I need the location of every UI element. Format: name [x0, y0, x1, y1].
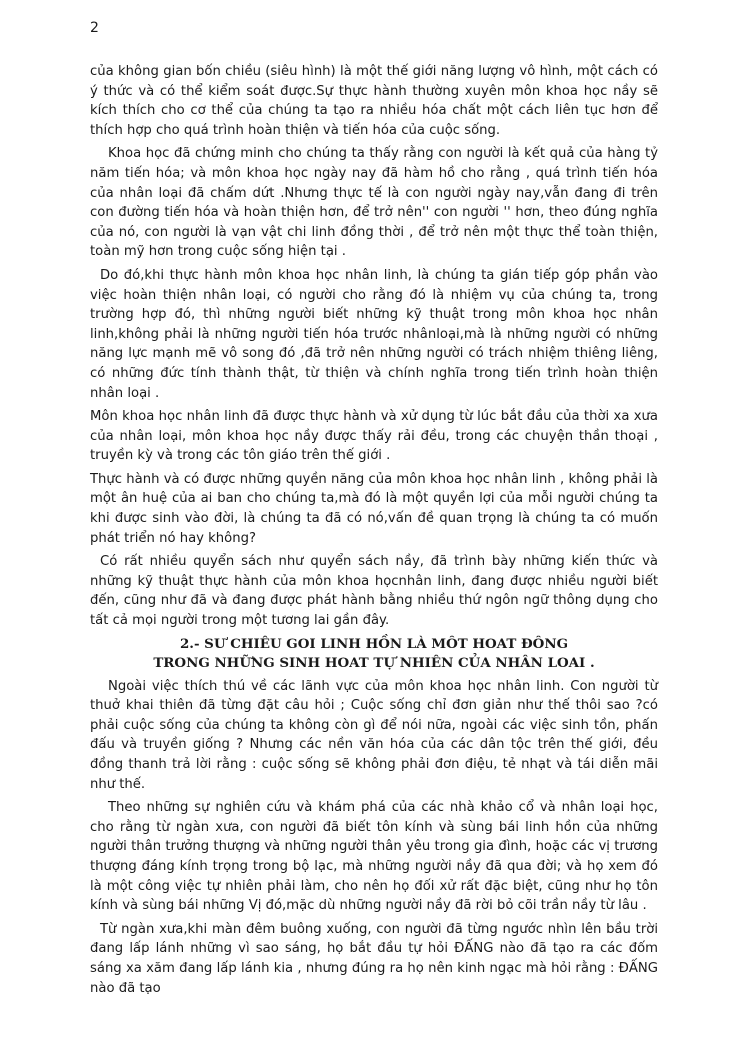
page-number: 2 [90, 20, 99, 36]
paragraph-6: Có rất nhiều quyển sách như quyển sách nầy, đã trình bày những kiến thức và những kỹ thuật thực hành của môn khoa họcnhân linh, đang được nhiều người biết đến, cũng như đã và đang được phát hành bằng nhiều thứ ngôn ngữ thông dụng cho tất cả mọi người trong một tương lai gần đây. [90, 554, 658, 629]
section-heading [90, 635, 658, 673]
paragraph-3: Do đó,khi thực hành môn khoa học nhân linh, là chúng ta gián tiếp góp phần vào việc hoàn thiện nhân loại, có người cho rằng đó là nhiệm vụ của chúng ta, trong trường hợp đó, thì những người biết những kỹ thuật trong môn khoa học nhân linh,không phải là những người tiến hóa trước nhânloại,mà là những người có những năng lực mạnh mẽ vô song đó ,đã trở nên những người có trách nhiệm thiêng liêng, có những đức tính thành thật, từ thiện và chính nghĩa trong tiến trình hoàn thiện nhân loại . [90, 267, 658, 401]
paragraph-7: Ngoài việc thích thú về các lãnh vực của môn khoa học nhân linh. Con người từ thuở khai thiên đã từng đặt câu hỏi ; Cuộc sống chỉ đơn giản như thế thôi sao ?có phải cuộc sống của chúng ta không còn gì để nói nữa, ngoài các việc sinh tồn, phấn đấu và truyền giống ? Nhưng các nền văn hóa của các dân tộc trên thế giới, đều đồng thanh trả lời rằng : cuộc sống sẽ không phải đơn điệu, tẻ nhạt và tái diễn mãi như thế. [90, 678, 658, 792]
paragraph-4: Môn khoa học nhân linh đã được thực hành và xử dụng từ lúc bắt đầu của thời xa xưa của nhân loại, môn khoa học nầy được thấy rải đều, trong các chuyện thần thoại , truyền kỳ và trong các tôn giáo trên thế giới . [90, 409, 658, 464]
paragraph-2: Khoa học đã chứng minh cho chúng ta thấy rằng con người là kết quả của hàng tỷ năm tiến hóa; và môn khoa học ngày nay đã hàm hồ cho rằng , quá trình tiến hóa của nhân loại đã chấm dứt .Nhưng thực tế là con người ngày nay,vẫn đang đi trên con đường tiến hóa và hoàn thiện hơn, để trở nên'' con người '' hơn, theo đúng nghĩa của nó, con người là vạn vật chi linh đồng thời , để trở nên một thực thể toàn thiện, toàn mỹ hơn trong cuộc sống hiện tại . [90, 146, 658, 260]
document-body [90, 62, 658, 1002]
section-heading-line-2: TRONG NHỮNG SINH HOAT TỰ NHIÊN CỦA NHÂN LOAI . [153, 654, 595, 671]
paragraph-1: của không gian bốn chiều (siêu hình) là một thế giới năng lượng vô hình, một cách có ý thức và có thể kiểm soát được.Sự thực hành thường xuyên môn khoa học nầy sẽ kích thích cho cơ thể của chúng ta tạo ra nhiều hóa chất một cách liên tục hơn để thích hợp cho quá trình hoàn thiện và tiến hóa của cuộc sống. [90, 64, 658, 138]
paragraph-8: Theo những sự nghiên cứu và khám phá của các nhà khảo cổ và nhân loại học, cho rằng từ ngàn xưa, con người đã biết tôn kính và sùng bái linh hồn của những người thân trưởng thượng và những người thân yêu trong gia đình, hoặc các vị trương thượng đáng kính trọng trong bộ lạc, mà những người nầy đã qua đời; và họ xem đó là một công việc tự nhiên phải làm, cho nên họ đối xử rất đặc biệt, cũng như họ tôn kính và sùng bái những Vị đó,mặc dù những người nầy đã rời bỏ cõi trần nầy từ lâu . [90, 800, 658, 914]
paragraph-9: Từ ngàn xưa,khi màn đêm buông xuống, con người đã từng ngước nhìn lên bầu trời đang lấp lánh những vì sao sáng, họ bắt đầu tự hỏi ĐẤNG nào đã tạo ra các đốm sáng xa xăm đang lấp lánh kia , nhưng đúng ra họ nên kinh ngạc mà hỏi rằng : ĐẤNG nào đã tạo [90, 921, 658, 996]
paragraph-5: Thực hành và có được những quyền năng của môn khoa học nhân linh , không phải là một ân huệ của ai ban cho chúng ta,mà đó là một quyền lợi của mỗi người chúng ta khi được sinh vào đời, là chúng ta đã có nó,vấn đề quan trọng là chúng ta có muốn phát triển nó hay không? [90, 471, 658, 546]
section-heading-line-1: 2.- SƯ CHIÊU GOI LINH HỒN LÀ MÔT HOAT ĐÔNG [179, 635, 569, 652]
